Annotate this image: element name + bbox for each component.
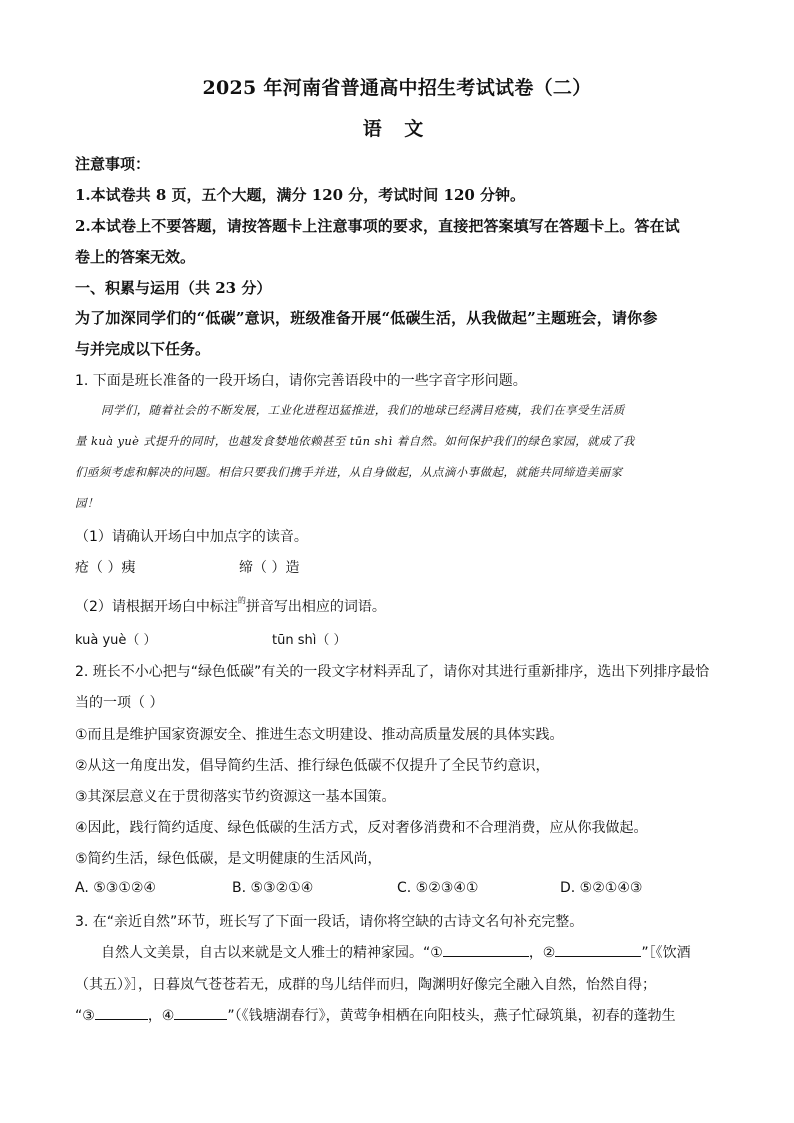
passage-line-3: 们亟须考虑和解决的问题。相信只要我们携手并进，从自身做起，从点滴小事做起，就能共同缔造美丽家	[75, 465, 623, 479]
answer-blank-1[interactable]	[443, 942, 529, 957]
question-3-line3	[75, 1005, 676, 1025]
q3-line1-c: ”［《饮酒	[641, 945, 691, 961]
sub2-item-a: kuà yuè（ ）	[75, 633, 157, 648]
passage-line-1: 同学们，随着社会的不断发展，工业化进程迅猛推进，我们的地球已经满目疮痍，我们在享受生活质	[101, 403, 625, 417]
answer-blank-4[interactable]	[174, 1005, 227, 1020]
notice-item-2-line1: 2.本试卷上不要答题，请按答题卡上注意事项的要求，直接把答案填写在答题卡上。答在试	[75, 217, 680, 235]
notice-item-2-line2: 卷上的答案无效。	[75, 248, 196, 266]
question-1-sub1: （1）请确认开场白中加点字的读音。	[75, 529, 308, 545]
sentence-1: ①而且是维护国家资源安全、推进生态文明建设、推动高质量发展的具体实践。	[75, 727, 564, 743]
sub1-item-a: 疮（ ）痍	[75, 560, 136, 576]
notice-heading: 注意事项：	[75, 155, 151, 173]
section-1-intro-line2: 与并完成以下任务。	[75, 340, 211, 358]
q3-line1-b: ，②	[528, 945, 556, 961]
sub1-item-b: 缔（ ）造	[239, 560, 300, 576]
passage-line-4: 园！	[75, 496, 99, 510]
q3-line3-a: “③	[75, 1008, 95, 1024]
question-1-sub2	[75, 596, 386, 616]
section-1-heading: 一、积累与运用（共 23 分）	[75, 279, 272, 297]
question-2-stem-line1: 2. 班长不小心把与“绿色低碳”有关的一段文字材料弄乱了，请你对其进行重新排序，选出下列排序最恰	[75, 664, 710, 680]
sentence-4: ④因此，践行简约适度、绿色低碳的生活方式，反对奢侈消费和不合理消费，应从你我做起。	[75, 820, 648, 836]
option-c: C. ⑤②③④①	[397, 880, 479, 896]
q3-line3-b: ，④	[147, 1008, 175, 1024]
sub2-item-b: tūn shì（ ）	[272, 633, 347, 648]
question-3-line2: （其五）》］，日暮岚气苍苍若无，成群的鸟儿结伴而归，陶渊明好像完全融入自然，怡然自得；	[75, 977, 656, 993]
question-1-stem: 1. 下面是班长准备的一段开场白，请你完善语段中的一些字音字形问题。	[75, 373, 527, 389]
passage-line-2: 量 kuà yuè 式提升的同时，也越发食婪地依赖甚至 tūn shì 着自然。如何保护我们的绿色家园，就成了我	[75, 434, 635, 448]
option-a: A. ⑤③①②④	[75, 880, 156, 896]
question-3-line1	[101, 942, 691, 962]
notice-item-1: 1.本试卷共 8 页，五个大题，满分 120 分，考试时间 120 分钟。	[75, 186, 526, 204]
answer-blank-2[interactable]	[555, 942, 641, 957]
subject-title: 语 文	[362, 118, 432, 140]
sentence-3: ③其深层意义在于贯彻落实节约资源这一基本国策。	[75, 789, 396, 805]
sentence-2: ②从这一角度出发，倡导简约生活、推行绿色低碳不仅提升了全民节约意识，	[75, 758, 550, 774]
sub2-prefix: （2）请根据开场白中标注	[75, 599, 238, 615]
exam-title: 2025 年河南省普通高中招生考试试卷（二）	[202, 77, 592, 99]
option-d: D. ⑤②①④③	[560, 880, 643, 896]
answer-blank-3[interactable]	[95, 1005, 148, 1020]
question-3-stem: 3. 在“亲近自然”环节，班长写了下面一段话，请你将空缺的古诗文名句补充完整。	[75, 914, 584, 930]
sub2-small-mark: 的	[237, 596, 246, 605]
q3-line1-a: 自然人文美景，自古以来就是文人雅士的精神家园。“①	[101, 945, 443, 961]
question-2-stem-line2: 当的一项（ ）	[75, 695, 164, 711]
sub2-suffix: 拼音写出相应的词语。	[245, 599, 386, 615]
sentence-5: ⑤简约生活，绿色低碳，是文明健康的生活风尚，	[75, 851, 382, 867]
q3-line3-c: ”（《钱塘湖春行》，黄莺争相栖在向阳枝头，燕子忙碌筑巢，初春的蓬勃生	[227, 1008, 676, 1024]
option-b: B. ⑤③②①④	[232, 880, 314, 896]
section-1-intro-line1: 为了加深同学们的“低碳”意识，班级准备开展“低碳生活，从我做起”主题班会，请你参	[75, 309, 658, 327]
